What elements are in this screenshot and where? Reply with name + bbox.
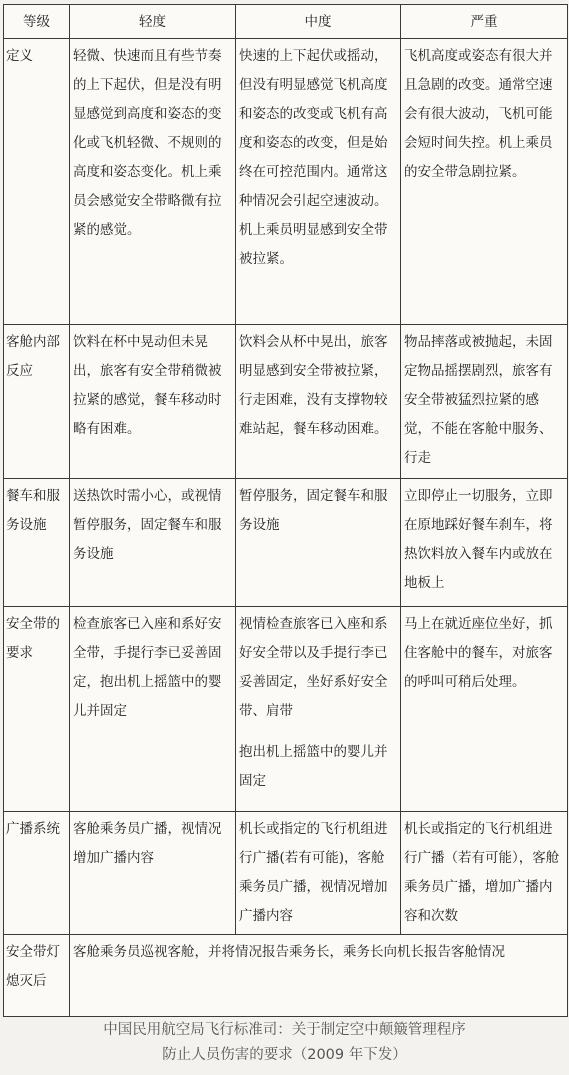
table-header-row xyxy=(4,5,568,39)
cell-merged: 客舱乘务员巡视客舱，并将情况报告乘务长，乘务长向机长报告客舱情况 xyxy=(70,935,568,1017)
header-level: 等级 xyxy=(4,5,70,39)
cell-mild: 轻微、快速而且有些节奏的上下起伏，但是没有明显感觉到高度和姿态的变化或飞机轻微、不规则的高度和姿态变化。机上乘员会感觉安全带略微有拉紧的感觉。 xyxy=(70,39,236,325)
turbulence-level-table xyxy=(3,4,568,1017)
row-label: 安全带灯熄灭后 xyxy=(4,935,70,1017)
cell-moderate xyxy=(236,607,401,812)
cell-moderate-text: 视情检查旅客已入座和系好安全带以及手提行李已妥善固定，坐好系好安全带、肩带 xyxy=(239,616,388,719)
header-severe: 严重 xyxy=(401,5,568,39)
table-row-cabin-reaction xyxy=(4,325,568,479)
cell-severe: 马上在就近座位坐好，抓住客舱中的餐车，对旅客的呼叫可稍后处理。 xyxy=(401,607,568,812)
header-moderate: 中度 xyxy=(236,5,401,39)
cell-severe: 立即停止一切服务，立即在原地踩好餐车刹车，将热饮料放入餐车内或放在地板上 xyxy=(401,479,568,607)
cell-moderate: 机长或指定的飞行机组进行广播(若有可能)，客舱乘务员广播，视情况增加广播内容 xyxy=(236,812,401,935)
row-label: 定义 xyxy=(4,39,70,325)
table-row-seatbelt-sign-off xyxy=(4,935,568,1017)
row-label: 广播系统 xyxy=(4,812,70,935)
caption-line-2: 防止人员伤害的要求（2009 年下发） xyxy=(162,1047,407,1063)
cell-mild: 检查旅客已入座和系好安全带，手提行李已妥善固定，抱出机上摇篮中的婴儿并固定 xyxy=(70,607,236,812)
caption-line-1: 中国民用航空局飞行标准司：关于制定空中颠簸管理程序 xyxy=(103,1022,466,1038)
cell-mild: 送热饮时需小心，或视情暂停服务，固定餐车和服务设施 xyxy=(70,479,236,607)
cell-severe: 机长或指定的飞行机组进行广播（若有可能），客舱乘务员广播，增加广播内容和次数 xyxy=(401,812,568,935)
row-label: 客舱内部反应 xyxy=(4,325,70,479)
source-caption xyxy=(0,1018,569,1068)
cell-moderate-extra-text: 抱出机上摇篮中的婴儿并固定 xyxy=(239,744,388,789)
cell-moderate: 暂停服务，固定餐车和服务设施 xyxy=(236,479,401,607)
row-label: 安全带的要求 xyxy=(4,607,70,812)
cell-moderate: 快速的上下起伏或摇动，但没有明显感觉飞机高度和姿态的改变或飞机有高度和姿态的改变，但是始终在可控范围内。通常这种情况会引起空速波动。机上乘员明显感到安全带被拉紧。 xyxy=(236,39,401,325)
cell-severe: 飞机高度或姿态有很大并且急剧的改变。通常空速会有很大波动，飞机可能会短时间失控。机上乘员的安全带急剧拉紧。 xyxy=(401,39,568,325)
header-mild: 轻度 xyxy=(70,5,236,39)
cell-mild: 饮料在杯中晃动但未晃出，旅客有安全带稍微被拉紧的感觉，餐车移动时略有困难。 xyxy=(70,325,236,479)
cell-moderate: 饮料会从杯中晃出，旅客明显感到安全带被拉紧，行走困难，没有支撑物较难站起，餐车移动困难。 xyxy=(236,325,401,479)
cell-severe: 物品摔落或被抛起，未固定物品摇摆剧烈，旅客有安全带被猛烈拉紧的感觉，不能在客舱中服务、行走 xyxy=(401,325,568,479)
cell-mild: 客舱乘务员广播，视情况增加广播内容 xyxy=(70,812,236,935)
table-row-seatbelt-requirement xyxy=(4,607,568,812)
table-row-definition xyxy=(4,39,568,325)
row-label: 餐车和服务设施 xyxy=(4,479,70,607)
table-row-catering-service xyxy=(4,479,568,607)
table-row-broadcast-system xyxy=(4,812,568,935)
